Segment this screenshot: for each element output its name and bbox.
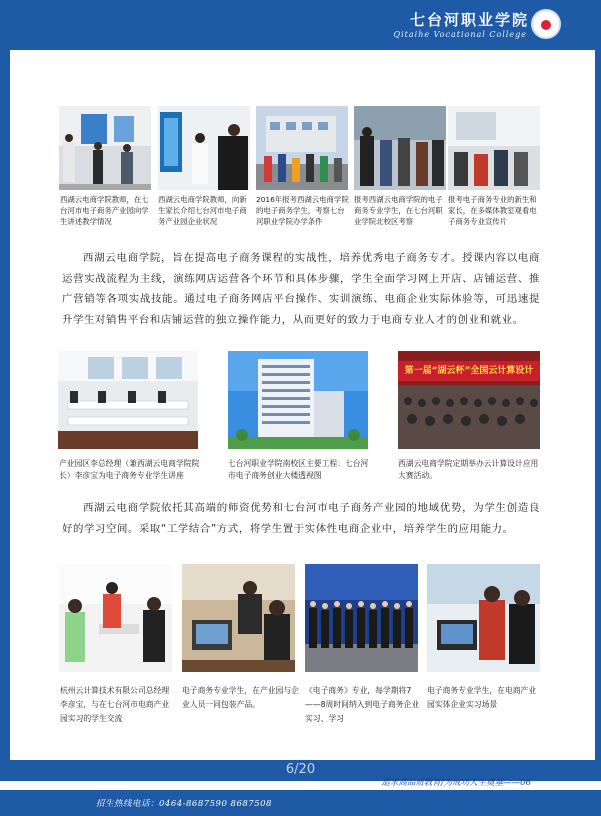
footer-band-bottom — [0, 790, 601, 816]
caption-row2-2: 七台河职业学院南校区主要工程：七台河市电子商务创业大楼透视图 — [228, 459, 369, 480]
photo-cloud-computing-contest — [398, 351, 540, 449]
intro-paragraph-1: 西湖云电商学院，旨在提高电子商务课程的实战性，培养优秀电子商务专才。授课内容以电商运营实战流程为主线，演练网店运营各个环节和具体步骤，学生全面学习网上开店、店铺运营、推广营销等各项实战技能。通过电子商务网店平台操作、实训演练、电商企业实际体验等，可迅速提升学生对销售平台和店铺运营的独立操作能力，从而更好的致力于电商专业人才的创业和就业。 — [62, 252, 540, 326]
caption-row1-5: 报考电子商务专业的新生和家长，在多媒体教室观看电子商务专业宣传片 — [448, 195, 537, 226]
photo-packing-products — [182, 564, 295, 672]
photo-students-north-campus — [354, 106, 446, 190]
photo-multimedia-classroom — [448, 106, 540, 190]
left-border-bar — [0, 50, 10, 760]
contest-banner-text: 第一届“湖云杯”全国云计算设计 — [404, 366, 534, 376]
photo-teacher-parents — [158, 106, 250, 190]
caption-row3-2: 电子商务专业学生，在产业园与企业人员一同包装产品。 — [182, 686, 299, 709]
caption-row1-4: 报考西湖云电商学院的电子商务专业学生，在七台河职业学院北校区考察 — [354, 195, 443, 226]
caption-row2-3: 西湖云电商学院定期举办云计算设计应用大赛活动。 — [398, 459, 539, 480]
photo-teacher-industrial-park — [59, 106, 151, 190]
photo-enterprise-internship — [427, 564, 540, 672]
caption-row3-3: 《电子商务》专业，每学期将7——8周时间纳入到电子商务企业实习、学习 — [305, 686, 420, 723]
page-number: 6/20 — [285, 762, 316, 777]
caption-row2-1: 产业园区李总经理（兼西湖云电商学院院长）李彦宝为电子商务专业学生讲座 — [59, 459, 200, 480]
college-seal-icon — [531, 9, 561, 39]
admissions-hotline: 招生热线电话：0464-8687590 8687508 — [96, 799, 272, 809]
caption-row1-1: 西湖云电商学院教师，在七台河市电子商务产业园向学生讲述教学情况 — [60, 195, 149, 226]
college-name-cn: 七台河职业学院 — [409, 11, 529, 29]
photo-ecommerce-building — [228, 351, 368, 449]
photo-company-internship — [305, 564, 418, 672]
photo-students-campus-tour — [256, 106, 348, 190]
college-name-en: Qitaihe Vocational College — [393, 30, 527, 39]
photo-manager-with-students — [59, 564, 172, 672]
intro-paragraph-2: 西湖云电商学院依托其高端的师资优势和七台河市电子商务产业园的地域优势，为学生创造良好的学习空间。采取“工学结合”方式，将学生置于实体性电商企业中，培养学生的应用能力。 — [62, 502, 540, 535]
photo-lecture-room — [58, 351, 198, 449]
footer-slogan: 追求高品质教育/为成功人生奠基——06 — [381, 778, 531, 788]
page-header — [0, 0, 601, 50]
caption-row1-3: 2016年报考西湖云电商学院的电子商务学生，考察七台河职业学院办学条件 — [256, 195, 349, 226]
caption-row3-4: 电子商务专业学生，在电商产业园实体企业实习场景 — [427, 686, 537, 709]
right-border-bar — [595, 50, 601, 760]
caption-row3-1: 杭州云计算技术有限公司总经理李彦宝，与在七台河市电商产业园实习的学生交流 — [60, 686, 170, 723]
caption-row1-2: 西湖云电商学院教师，向新生家长介绍七台河市电子商务产业园企业状况 — [158, 195, 247, 226]
